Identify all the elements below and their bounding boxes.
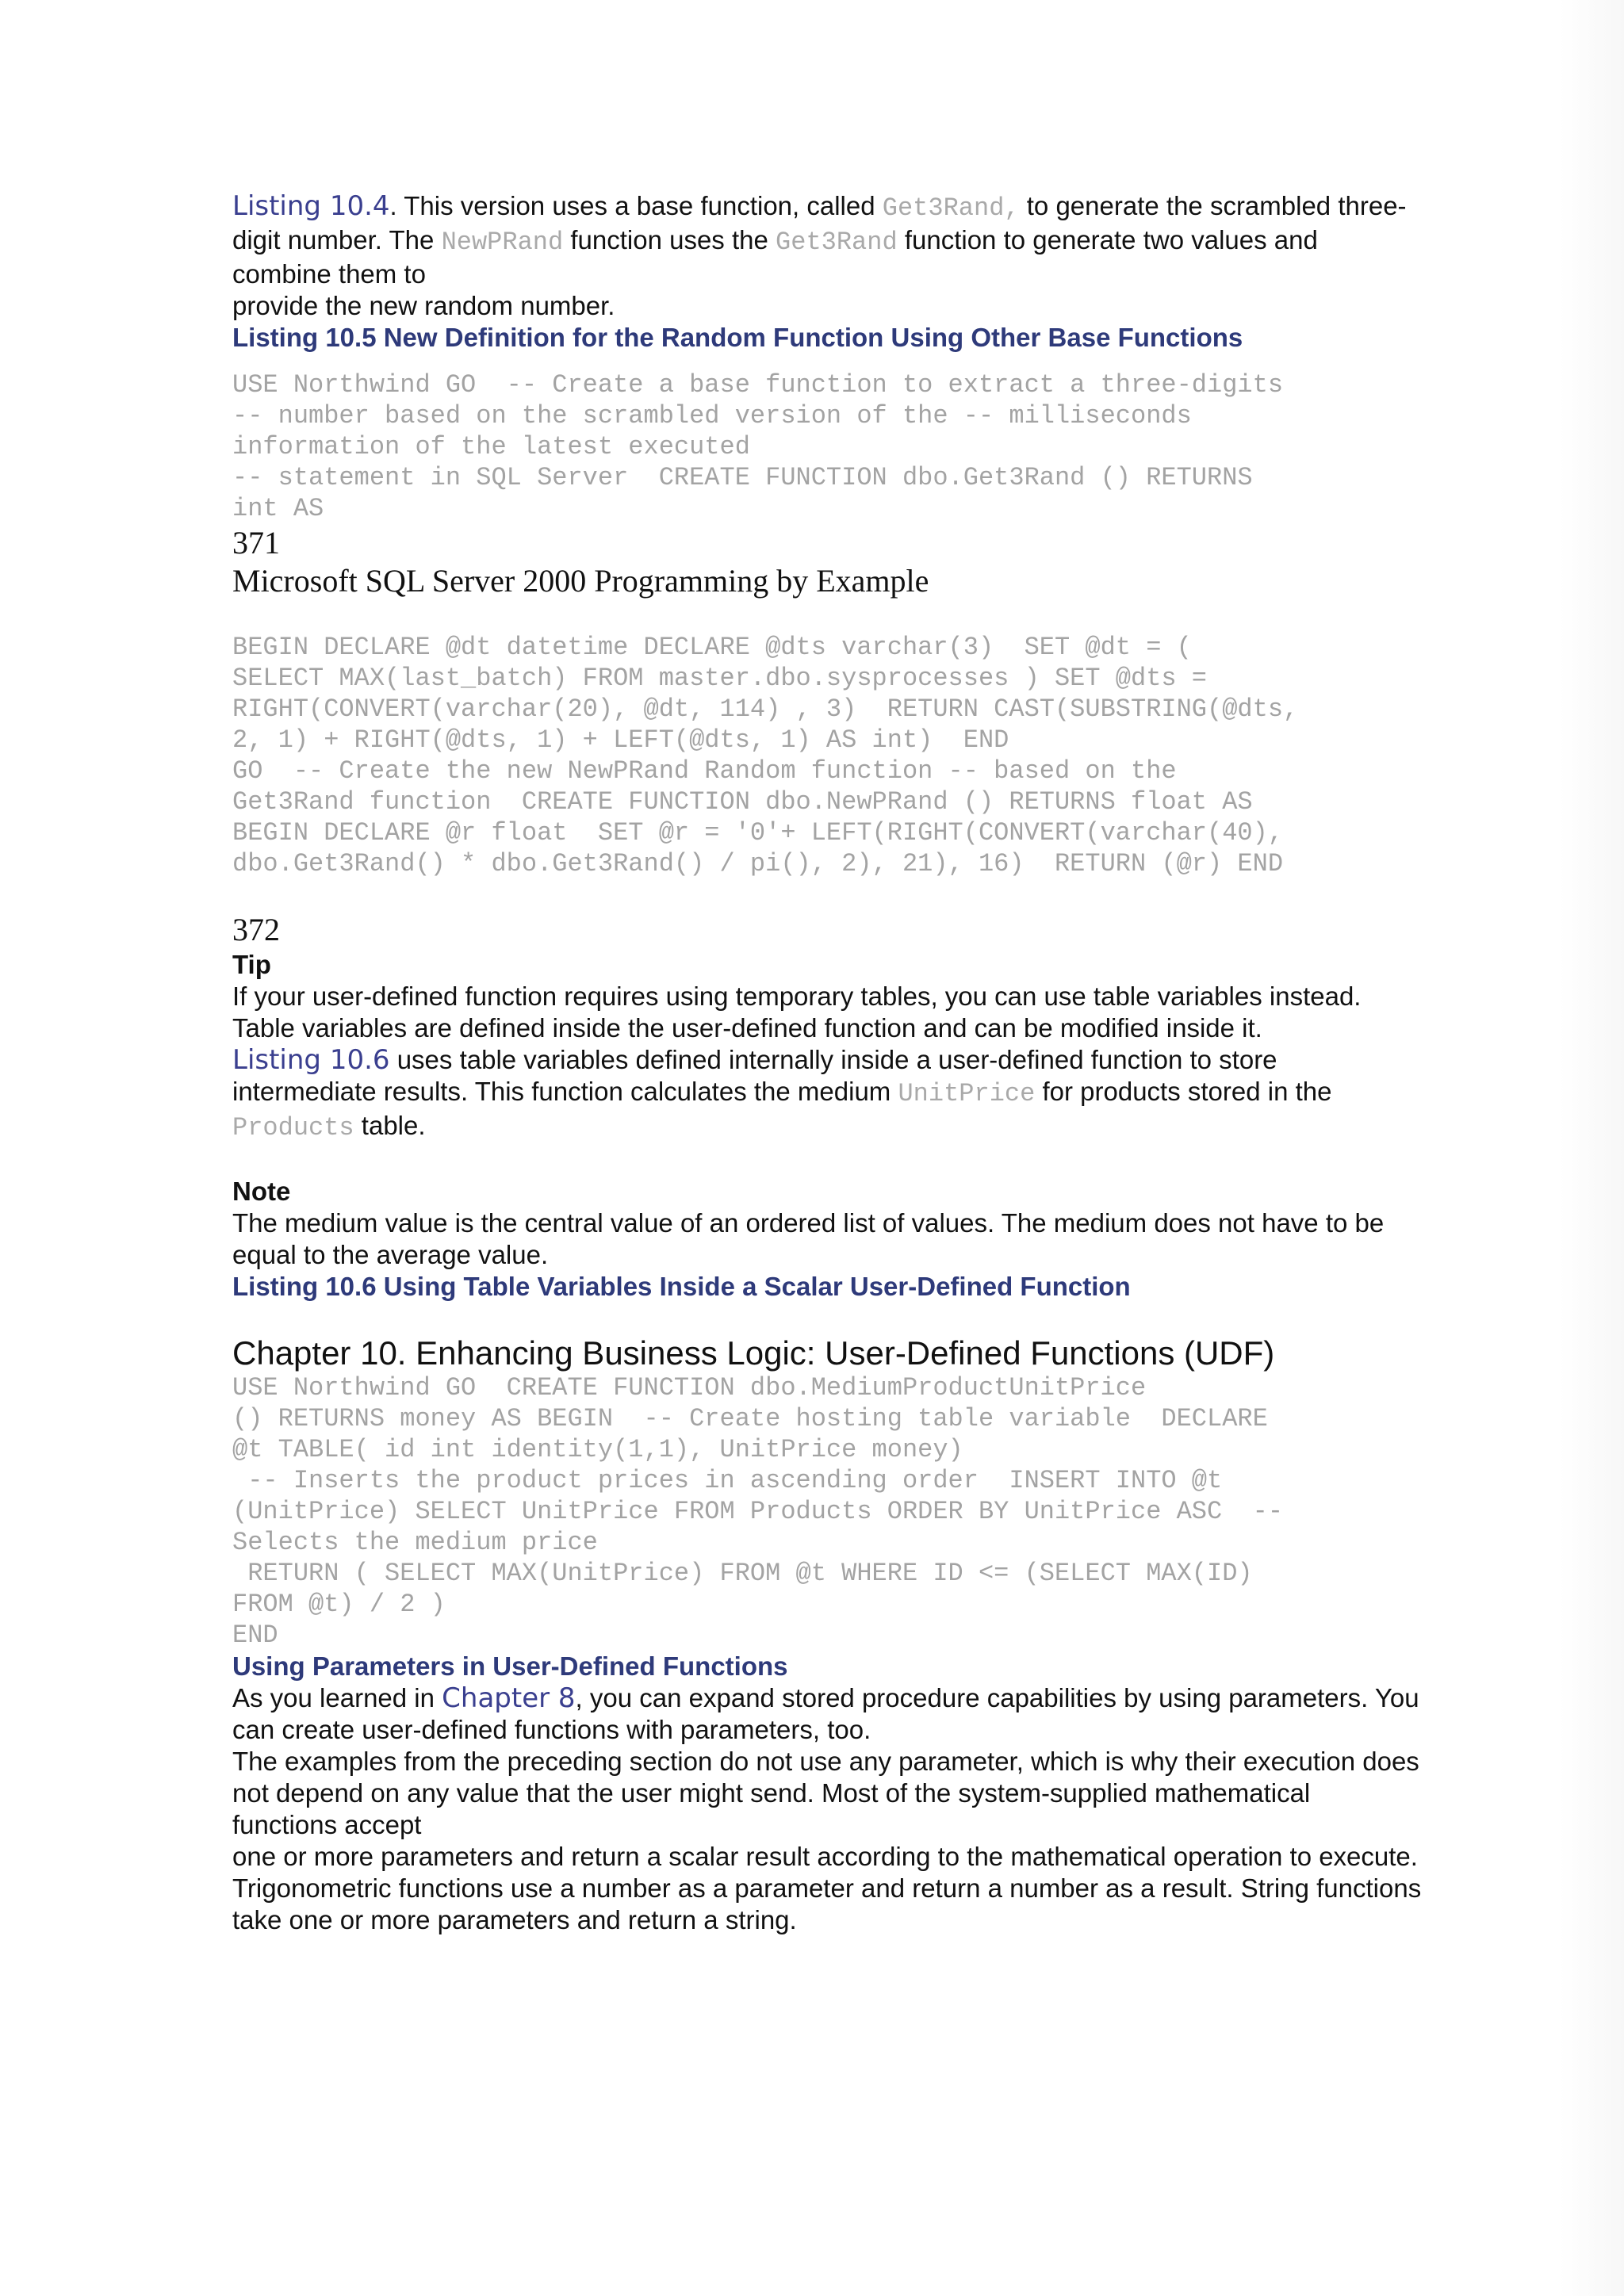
chapter-running-title: Chapter 10. Enhancing Business Logic: User-Defined Functions (UDF) (232, 1334, 1275, 1372)
tip-text: If your user-defined function requires using temporary tables, you can use table variables instead. Table variables are defined inside the user-defined function and can be modified inside it. (232, 982, 1362, 1043)
inline-code-newprand: NewPRand (441, 228, 564, 257)
inline-code-unitprice: UnitPrice (898, 1079, 1036, 1108)
paragraph-line: The examples from the preceding section do not use any parameter, which is why their execution does not depend on any value that the user might send. Most of the system-supplied mathematical functions accept (232, 1747, 1419, 1839)
code-block-medium-unit-price: USE Northwind GO CREATE FUNCTION dbo.MediumProductUnitPrice () RETURNS money AS BEGIN -- Create hosting table variable DECLARE @t TABLE( id int identity(1,1), UnitPrice money) -- Inserts the product prices in ascending order INSERT INTO @t (UnitPrice) SELECT UnitPrice FROM Products ORDER BY UnitPrice ASC -- Selects the medium price RETURN ( SELECT MAX(UnitPrice) FROM @t WHERE ID <= (SELECT MAX(ID) FROM @t) / 2 ) END (232, 1373, 1284, 1650)
spacer (232, 600, 1422, 632)
tip-label: Tip (232, 950, 271, 979)
text-span: As you learned in (232, 1683, 442, 1712)
note-text: The medium value is the central value of an ordered list of values. The medium does not have to be equal to the average value. (232, 1208, 1385, 1269)
spacer (232, 354, 1422, 369)
spacer (232, 879, 1422, 911)
page-number: 371 (232, 525, 280, 561)
text-span: uses table variables defined internally inside a user-defined function to store intermediate results. This function calculates the medium (232, 1045, 1277, 1106)
page-number: 372 (232, 912, 280, 947)
inline-code-get3rand: Get3Rand, (882, 193, 1020, 223)
text-span: for products stored in the (1035, 1077, 1332, 1106)
note-label: Note (232, 1177, 291, 1206)
paragraph-line: one or more parameters and return a scalar result according to the mathematical operation to execute. Trigonometric functions use a number as a parameter and return a number as a result. String functions take one or more parameters and return a string. (232, 1842, 1422, 1934)
text-span: table. (354, 1111, 426, 1140)
inline-code-get3rand: Get3Rand (776, 228, 898, 257)
spacer (232, 1303, 1422, 1334)
inline-code-products: Products (232, 1113, 354, 1142)
page-content (232, 190, 1422, 1936)
spacer (232, 1144, 1422, 1176)
paragraph-line: provide the new random number. (232, 291, 615, 320)
paragraph-parameters-intro (232, 1682, 1422, 1746)
text-span: function to generate two values and combine them to (232, 225, 1318, 289)
text-span: . This version uses a base function, called (389, 191, 883, 220)
listing-10-4-link[interactable]: Listing 10.4 (232, 190, 390, 222)
section-heading-parameters: Using Parameters in User-Defined Functions (232, 1651, 788, 1681)
code-block-newprand: BEGIN DECLARE @dt datetime DECLARE @dts varchar(3) SET @dt = ( SELECT MAX(last_batch) FROM master.dbo.sysprocesses ) SET @dts = RIGHT(CONVERT(varchar(20), @dt, 114) , 3) RETURN CAST(SUBSTRING(@dts, 2, 1) + RIGHT(@dts, 1) + LEFT(@dts, 1) AS int) END GO -- Create the new NewPRand Random function -- based on the Get3Rand function CREATE FUNCTION dbo.NewPRand () RETURNS float AS BEGIN DECLARE @r float SET @r = '0'+ LEFT(RIGHT(CONVERT(varchar(40), dbo.Get3Rand() * dbo.Get3Rand() / pi(), 2), 21), 16) RETURN (@r) END (232, 633, 1299, 878)
code-block-get3rand: USE Northwind GO -- Create a base function to extract a three-digits -- number based on the scrambled version of the -- milliseconds information of the latest executed -- statement in SQL Server CREATE FUNCTION dbo.Get3Rand () RETURNS int AS (232, 370, 1284, 523)
paragraph-listing-10-6-intro (232, 1044, 1422, 1144)
chapter-8-link[interactable]: Chapter 8 (442, 1682, 576, 1714)
text-span: , you can expand stored procedure capabilities by using parameters. You can create user-defined functions with parameters, too. (232, 1683, 1419, 1744)
text-span: to generate the scrambled three-digit number. The (232, 191, 1407, 254)
listing-10-6-heading: Listing 10.6 Using Table Variables Inside a Scalar User-Defined Function (232, 1272, 1131, 1301)
paragraph-listing-10-4-intro (232, 190, 1422, 290)
listing-10-5-heading: Listing 10.5 New Definition for the Random Function Using Other Base Functions (232, 323, 1243, 352)
text-span: function uses the (563, 225, 776, 254)
listing-10-6-link[interactable]: Listing 10.6 (232, 1044, 390, 1076)
book-title: Microsoft SQL Server 2000 Programming by Example (232, 563, 929, 599)
